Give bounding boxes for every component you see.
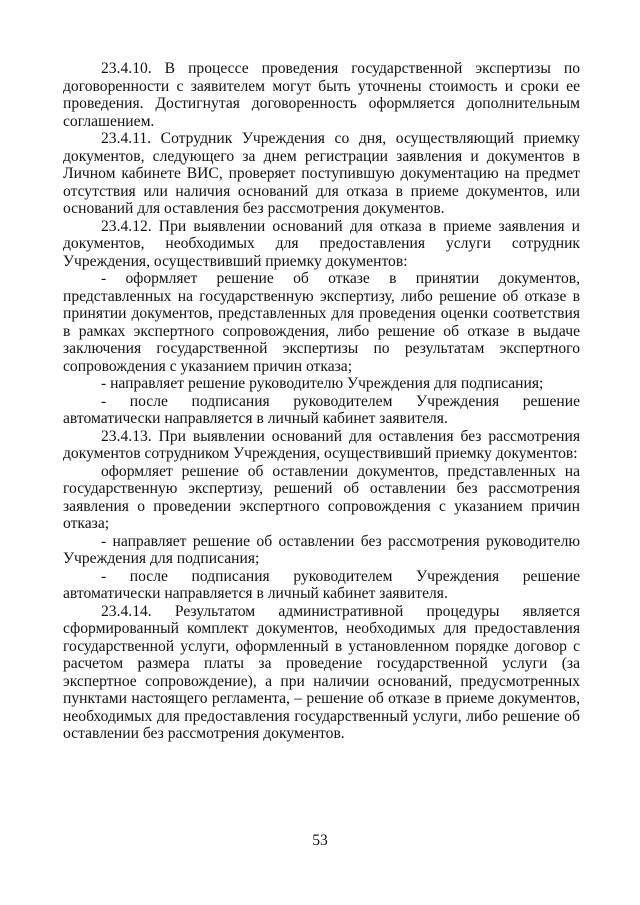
- paragraph-23-4-10: 23.4.10. В процессе проведения государственной экспертизы по договоренности с заявителем могут быть уточнены стоимость и сроки ее проведения. Достигнутая договоренность оформляется дополнительным соглашением.: [63, 60, 580, 130]
- list-item-auto-send-2: - после подписания руководителем Учреждения решение автоматически направляется в личный кабинет заявителя.: [63, 567, 580, 602]
- list-item-send-leave-decision: - направляет решение об оставлении без рассмотрения руководителю Учреждения для подписания;: [63, 532, 580, 567]
- document-body: [63, 60, 580, 743]
- paragraph-23-4-14: 23.4.14. Результатом административной процедуры является сформированный комплект документов, необходимых для предоставления государственной услуги, оформленный в установленном порядке договор с расчетом размера платы за проведение государственной услуги (за экспертное сопровождение), а при наличии оснований, предусмотренных пунктами настоящего регламента, – решение об отказе в приеме документов, необходимых для предоставления государственный услуги, либо решение об оставлении без рассмотрения документов.: [63, 602, 580, 742]
- page-number: 53: [312, 832, 328, 849]
- list-item-auto-send: - после подписания руководителем Учреждения решение автоматически направляется в личный кабинет заявителя.: [63, 392, 580, 427]
- list-item-send-to-head: - направляет решение руководителю Учреждения для подписания;: [101, 375, 544, 392]
- paragraph-23-4-13: 23.4.13. При выявлении оснований для оставления без рассмотрения документов сотрудником Учреждения, осуществивший приемку документов:: [63, 427, 580, 462]
- paragraph-23-4-12: 23.4.12. При выявлении оснований для отказа в приеме заявления и документов, необходимых для предоставления услуги сотрудник Учреждения, осуществивший приемку документов:: [63, 217, 580, 270]
- paragraph-23-4-11: 23.4.11. Сотрудник Учреждения со дня, осуществляющий приемку документов, следующего за днем регистрации заявления и документов в Личном кабинете ВИС, проверяет поступившую документацию на предмет отсутствия или наличия оснований для отказа в приеме документов, или оснований для оставления без рассмотрения документов.: [63, 130, 580, 217]
- list-item-leave-without-review: оформляет решение об оставлении документов, представленных на государственную экспертизу, решений об оставлении без рассмотрения заявления о проведении экспертного сопровождения с указанием причин отказа;: [63, 462, 580, 532]
- list-item-refusal-decision: - оформляет решение об отказе в принятии документов, представленных на государственную экспертизу, либо решение об отказе в принятии документов, представленных для проведения оценки соответствия в рамках экспертного сопровождения, либо решение об отказе в выдаче заключения государственной экспертизы по результатам экспертного сопровождения с указанием причин отказа;: [63, 270, 580, 375]
